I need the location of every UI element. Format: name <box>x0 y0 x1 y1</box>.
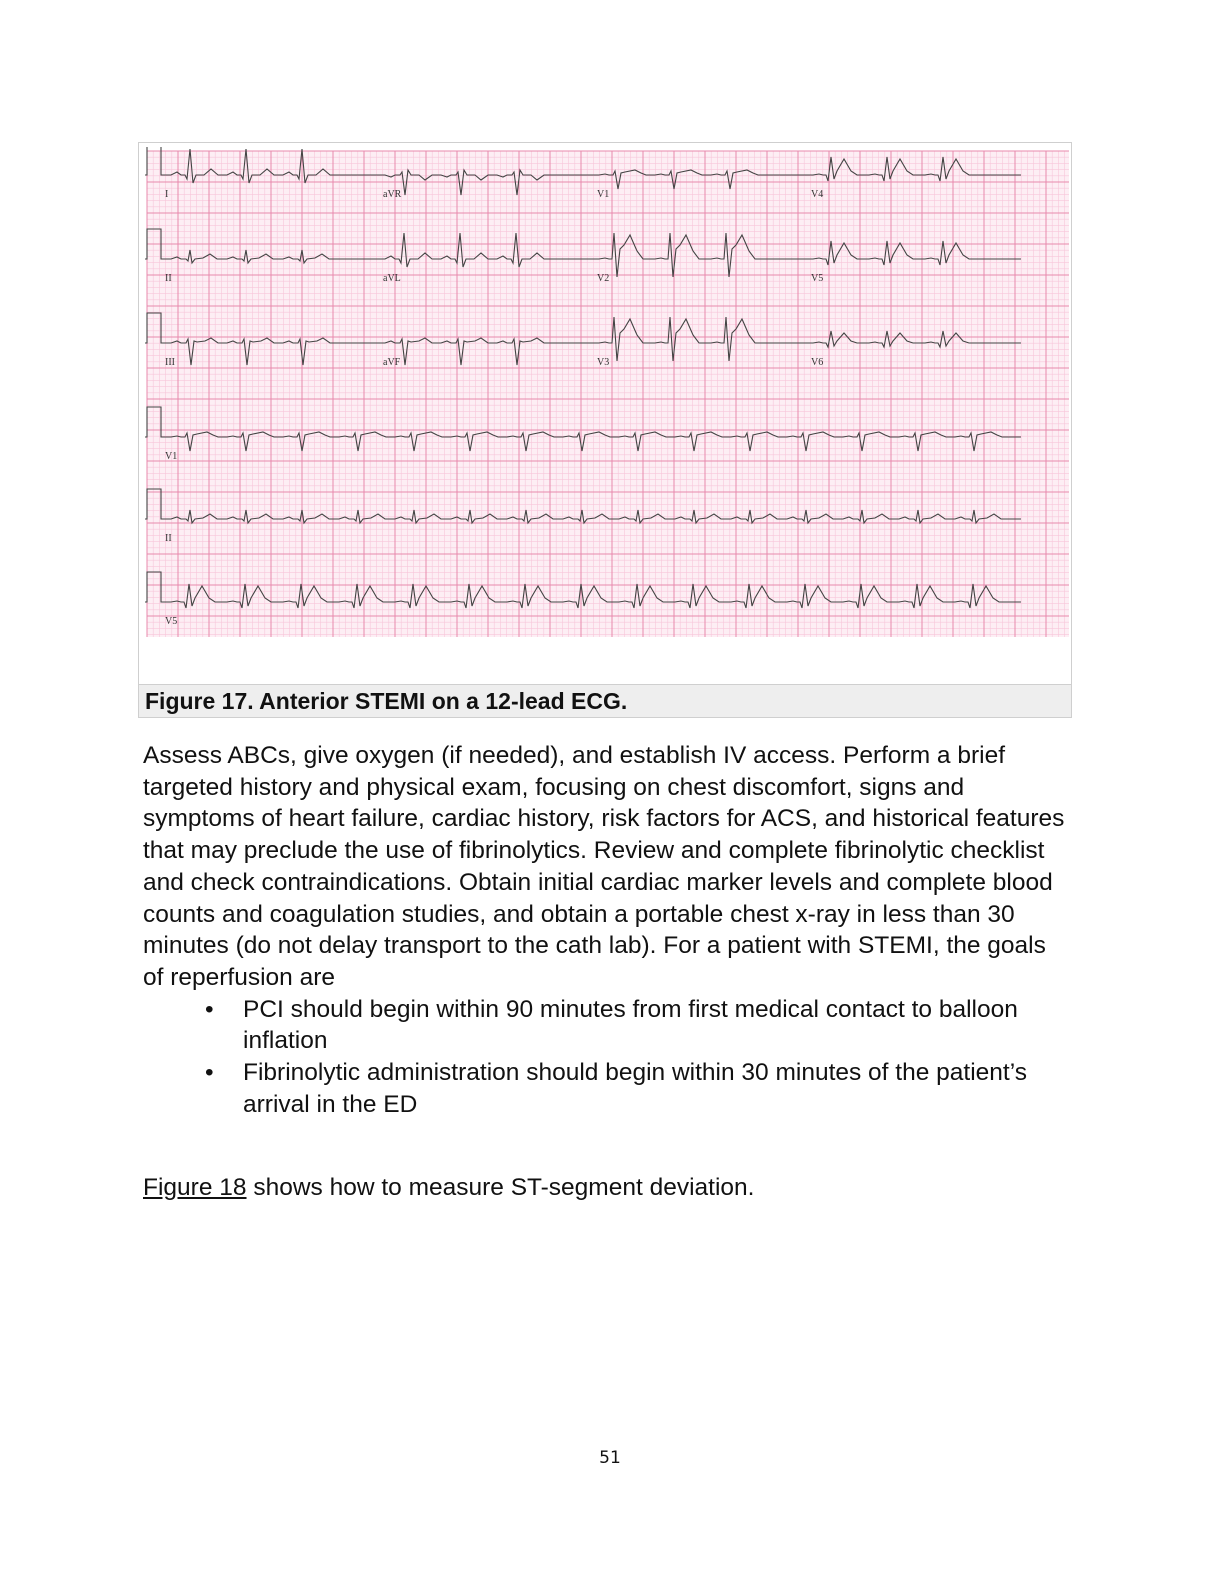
lead-label: aVR <box>383 189 402 200</box>
reperfusion-goals-list <box>143 994 1073 1121</box>
ecg-tracing <box>143 147 1069 637</box>
paragraph: Assess ABCs, give oxygen (if needed), and establish IV access. Perform a brief targeted history and physical exam, focusing on chest discomfort, signs and symptoms of heart failure, cardiac history, risk factors for ACS, and historical features that may preclude the use of fibrinolytics. Review and complete fibrinolytic checklist and check contraindications. Obtain initial cardiac marker levels and complete blood counts and coagulation studies, and obtain a portable chest x-ray in less than 30 minutes (do not delay transport to the cath lab). For a patient with STEMI, the goals of reperfusion are <box>143 742 1065 991</box>
bullet-icon: • <box>205 995 214 1023</box>
lead-label: V4 <box>811 189 824 200</box>
page-number: 51 <box>599 1448 621 1468</box>
lead-label: V3 <box>597 357 610 368</box>
lead-label: V5 <box>811 273 824 284</box>
list-item-text: Fibrinolytic administration should begin within 30 minutes of the patient’s arrival in the ED <box>243 1059 1027 1118</box>
figure-17 <box>138 142 1072 718</box>
figure-caption: Figure 17. Anterior STEMI on a 12-lead ECG. <box>139 684 1071 717</box>
lead-label: V1 <box>597 189 610 200</box>
lead-label: V1 <box>165 451 178 462</box>
figure-reference <box>143 1172 754 1204</box>
lead-label: V5 <box>165 616 178 627</box>
body-text <box>143 740 1073 1120</box>
lead-label: V6 <box>811 357 824 368</box>
lead-label: V2 <box>597 273 610 284</box>
list-item <box>143 1057 1073 1120</box>
lead-label: aVF <box>383 357 401 368</box>
figure-reference-text: shows how to measure ST-segment deviation. <box>246 1174 755 1201</box>
ecg-grid-background <box>147 151 1069 637</box>
lead-label: I <box>165 189 169 200</box>
lead-label: aVL <box>383 273 401 284</box>
lead-label: II <box>165 533 172 544</box>
list-item <box>143 994 1073 1057</box>
lead-label: II <box>165 273 172 284</box>
bullet-icon: • <box>205 1059 214 1087</box>
lead-label: III <box>165 357 175 368</box>
list-item-text: PCI should begin within 90 minutes from first medical contact to balloon inflation <box>243 995 1018 1055</box>
figure-18-link[interactable]: Figure 18 <box>143 1174 247 1201</box>
